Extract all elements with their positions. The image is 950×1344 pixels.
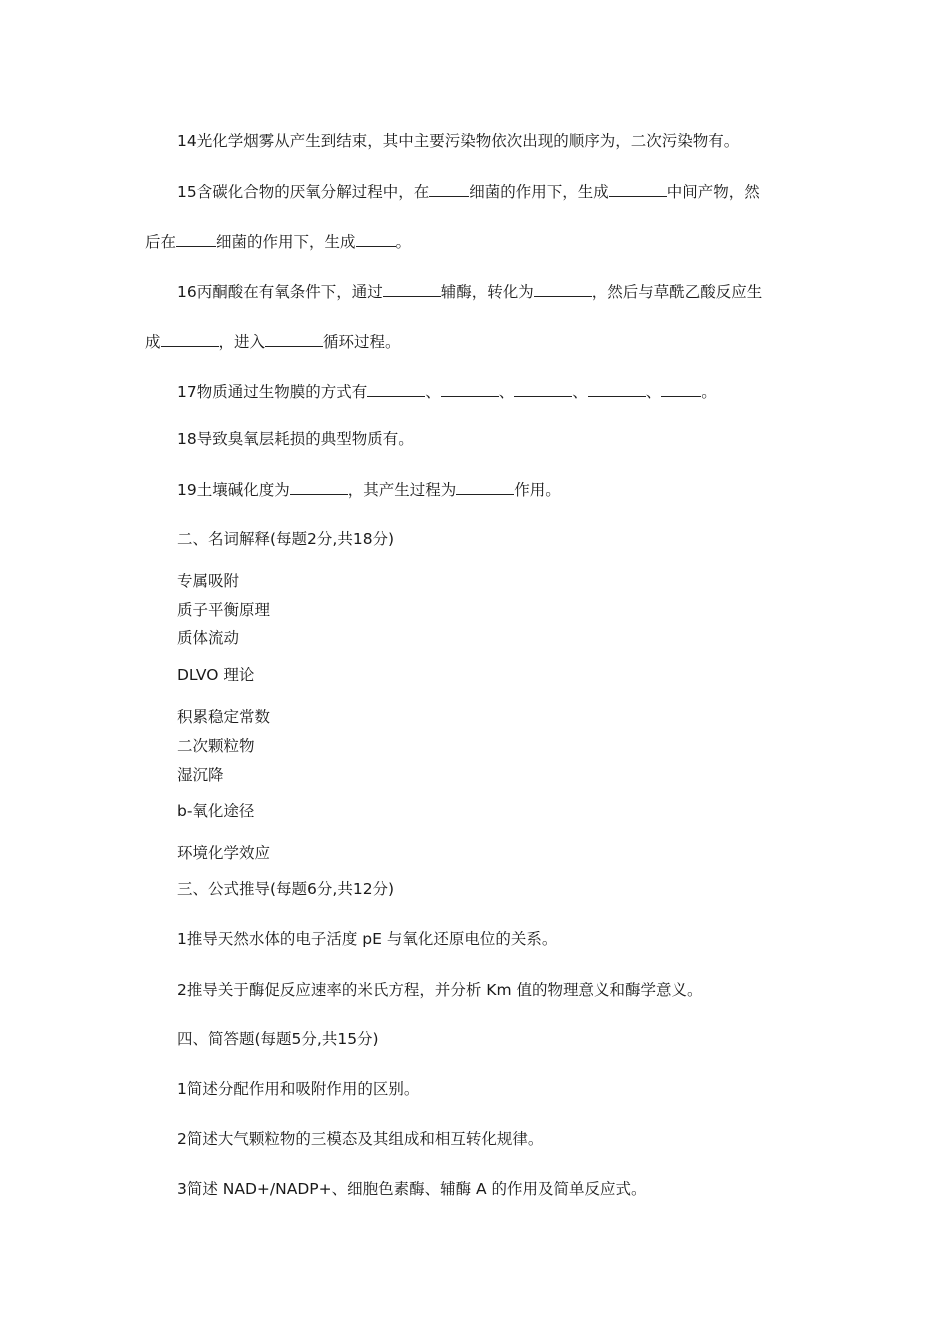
section-4-heading: 四、简答题(每题5分,共15分)	[177, 1030, 379, 1048]
term-item: 湿沉降	[177, 766, 224, 784]
derivation-item: 1推导天然水体的电子活度 pE 与氧化还原电位的关系。	[177, 930, 558, 948]
blank	[356, 231, 396, 247]
term-item: 积累稳定常数	[177, 708, 271, 726]
question-16-line1: 16丙酮酸在有氧条件下，通过 辅酶，转化为 ，然后与草酰乙酸反应生	[177, 283, 763, 301]
blank	[429, 181, 469, 197]
blank	[514, 381, 572, 397]
term-item: b-氧化途径	[177, 802, 255, 820]
short-answer-item: 1简述分配作用和吸附作用的区别。	[177, 1080, 420, 1098]
short-answer-item: 2简述大气颗粒物的三模态及其组成和相互转化规律。	[177, 1130, 544, 1148]
blank	[441, 381, 499, 397]
derivation-item: 2推导关于酶促反应速率的米氏方程，并分析 Km 值的物理意义和酶学意义。	[177, 981, 703, 999]
blank	[161, 331, 219, 347]
blank	[456, 479, 514, 495]
blank	[534, 281, 592, 297]
question-17: 17物质通过生物膜的方式有 、 、 、 、 。	[177, 383, 717, 401]
blank	[609, 181, 667, 197]
question-16-line2: 成 ，进入 循环过程。	[145, 333, 401, 351]
section-2-heading: 二、名词解释(每题2分,共18分)	[177, 530, 395, 548]
blank	[383, 281, 441, 297]
short-answer-item: 3简述 NAD+/NADP+、细胞色素酶、辅酶 A 的作用及简单反应式。	[177, 1180, 647, 1198]
question-15-line1: 15含碳化合物的厌氧分解过程中，在 细菌的作用下，生成 中间产物，然	[177, 183, 760, 201]
blank	[367, 381, 425, 397]
term-item: DLVO 理论	[177, 666, 255, 684]
blank	[588, 381, 646, 397]
blank	[176, 231, 216, 247]
question-19: 19土壤碱化度为 ，其产生过程为 作用。	[177, 481, 561, 499]
blank	[661, 381, 701, 397]
question-18: 18导致臭氧层耗损的典型物质有。	[177, 430, 414, 448]
term-item: 环境化学效应	[177, 844, 271, 862]
blank	[265, 331, 323, 347]
term-item: 二次颗粒物	[177, 737, 255, 755]
term-item: 专属吸附	[177, 572, 240, 590]
question-14: 14光化学烟雾从产生到结束，其中主要污染物依次出现的顺序为，二次污染物有。	[177, 132, 740, 150]
section-3-heading: 三、公式推导(每题6分,共12分)	[177, 880, 395, 898]
blank	[290, 479, 348, 495]
term-item: 质子平衡原理	[177, 601, 271, 619]
question-15-line2: 后在 细菌的作用下，生成 。	[145, 233, 412, 251]
term-item: 质体流动	[177, 629, 240, 647]
